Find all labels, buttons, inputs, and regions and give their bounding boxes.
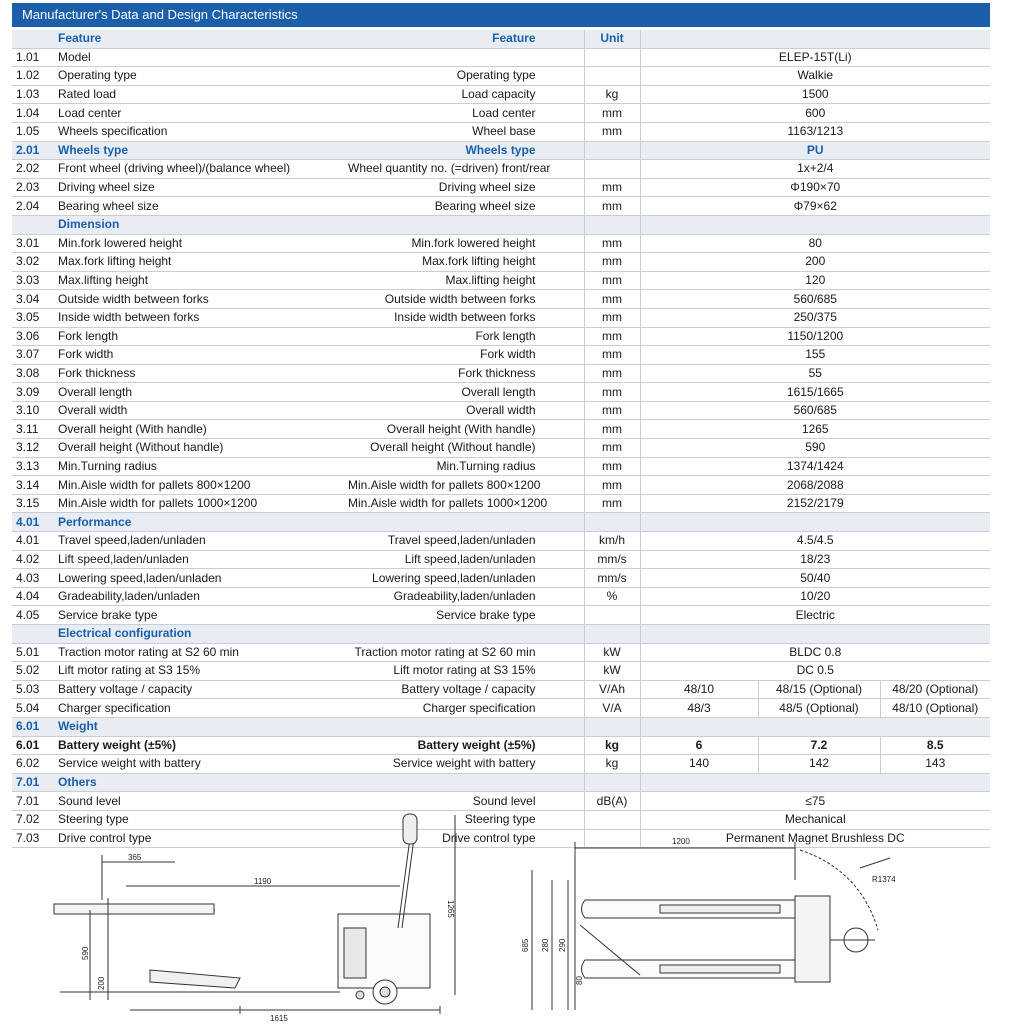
feature-label: Min.Aisle width for pallets 1000×1200 [54,494,344,513]
feature-label: Steering type [54,810,344,829]
unit-cell: mm [584,346,640,365]
table-row [12,290,990,309]
unit-cell: % [584,587,640,606]
section-row [12,717,990,736]
row-number: 4.02 [12,550,54,569]
value-cell: Walkie [640,67,990,86]
feature-label-alt: Overall width [344,401,584,420]
value-cell: BLDC 0.8 [640,643,990,662]
row-number: 2.03 [12,178,54,197]
value-cell: 1265 [640,420,990,439]
unit-cell [584,67,640,86]
feature-label: Operating type [54,67,344,86]
table-row [12,680,990,699]
feature-label-alt: Steering type [344,810,584,829]
feature-label: Max.lifting height [54,271,344,290]
feature-label: Sound level [54,792,344,811]
row-number: 5.04 [12,699,54,718]
feature-label: Overall width [54,401,344,420]
table-row [12,550,990,569]
feature-label-alt: Driving wheel size [344,178,584,197]
value-cell: 2068/2088 [640,476,990,495]
unit-cell: mm [584,476,640,495]
row-number: 1.03 [12,85,54,104]
feature-label: Min.Aisle width for pallets 800×1200 [54,476,344,495]
feature-label: Service weight with battery [54,755,344,774]
feature-label-alt: Service brake type [344,606,584,625]
dim-r1374: R1374 [872,875,896,884]
feature-label: Wheels specification [54,122,344,141]
row-number: 3.10 [12,401,54,420]
value-cell: 120 [640,271,990,290]
table-row [12,85,990,104]
row-number [12,215,54,234]
feature-label-alt: Battery weight (±5%) [344,736,584,755]
row-number: 3.08 [12,364,54,383]
feature-label-alt: Min.Turning radius [344,457,584,476]
unit-cell: mm [584,383,640,402]
table-row [12,327,990,346]
row-number: 2.01 [12,141,54,160]
row-number: 3.12 [12,439,54,458]
feature-label-alt: Fork thickness [344,364,584,383]
feature-label-alt: Travel speed,laden/unladen [344,532,584,551]
unit-cell: V/Ah [584,680,640,699]
value-cell: 590 [640,439,990,458]
feature-label: Overall length [54,383,344,402]
value-cell: DC 0.5 [640,662,990,681]
feature-label: Lift speed,laden/unladen [54,550,344,569]
value-cell: 155 [640,346,990,365]
value-cell: Φ79×62 [640,197,990,216]
feature-label-alt: Overall length [344,383,584,402]
feature-label-alt: Fork width [344,346,584,365]
unit-cell: kg [584,755,640,774]
value-cell: 55 [640,364,990,383]
unit-cell: mm [584,308,640,327]
table-header-row [12,30,990,48]
feature-label-alt: Battery voltage / capacity [344,680,584,699]
feature-label: Inside width between forks [54,308,344,327]
value-cell [640,717,990,736]
dim-590: 590 [81,946,90,960]
unit-cell: km/h [584,532,640,551]
unit-cell [584,513,640,532]
value-cell: 560/685 [640,290,990,309]
row-number: 3.05 [12,308,54,327]
feature-label: Overall height (With handle) [54,420,344,439]
feature-label: Travel speed,laden/unladen [54,532,344,551]
feature-label: Min.fork lowered height [54,234,344,253]
unit-cell: mm [584,457,640,476]
dim-80: 80 [575,976,584,985]
value-cell: 1163/1213 [640,122,990,141]
feature-label-alt: Gradeability,laden/unladen [344,587,584,606]
table-row [12,160,990,179]
feature-label: Electrical configuration [54,625,344,644]
feature-label: Others [54,773,344,792]
table-row [12,569,990,588]
feature-label-alt: Lift speed,laden/unladen [344,550,584,569]
unit-cell: mm [584,290,640,309]
value-cell [640,513,990,532]
value-cell: 80 [640,234,990,253]
unit-cell: mm [584,271,640,290]
feature-label: Weight [54,717,344,736]
spec-table [12,30,990,848]
unit-cell: mm [584,178,640,197]
feature-label: Gradeability,laden/unladen [54,587,344,606]
row-number: 5.03 [12,680,54,699]
feature-label-alt: Min.fork lowered height [344,234,584,253]
table-row [12,699,990,718]
table-row [12,234,990,253]
table-row [12,420,990,439]
feature-label-alt: Load capacity [344,85,584,104]
unit-cell: mm [584,253,640,272]
value-cell: 48/3 [640,699,758,718]
row-number: 3.15 [12,494,54,513]
table-row [12,104,990,123]
table-row [12,662,990,681]
table-row [12,457,990,476]
table-row [12,532,990,551]
feature-label: Driving wheel size [54,178,344,197]
technical-drawings [0,810,1024,1024]
unit-cell: mm/s [584,550,640,569]
value-cell: 6 [640,736,758,755]
feature-label: Model [54,48,344,67]
feature-label-alt: Bearing wheel size [344,197,584,216]
feature-label-alt: Min.Aisle width for pallets 800×1200 [344,476,584,495]
row-number: 7.01 [12,773,54,792]
feature-label-alt: Sound level [344,792,584,811]
feature-label-alt [344,717,584,736]
row-number: 2.02 [12,160,54,179]
feature-label: Fork length [54,327,344,346]
table-row [12,439,990,458]
value-cell [640,625,990,644]
value-cell: 10/20 [640,587,990,606]
value-cell [640,773,990,792]
value-cell: Electric [640,606,990,625]
feature-label-alt: Wheels type [344,141,584,160]
table-row [12,122,990,141]
feature-label-alt: Lift motor rating at S3 15% [344,662,584,681]
feature-label-alt: Wheel base [344,122,584,141]
row-number: 7.02 [12,810,54,829]
table-row [12,476,990,495]
row-number: 4.01 [12,513,54,532]
dim-200: 200 [97,976,106,990]
row-number: 3.01 [12,234,54,253]
feature-label: Dimension [54,215,344,234]
row-number: 1.04 [12,104,54,123]
unit-cell: mm [584,494,640,513]
row-number: 3.11 [12,420,54,439]
dim-685: 685 [521,938,530,952]
value-cell: 1615/1665 [640,383,990,402]
feature-label: Outside width between forks [54,290,344,309]
feature-label: Max.fork lifting height [54,253,344,272]
table-row [12,736,990,755]
unit-cell: kW [584,662,640,681]
dim-280: 280 [541,938,550,952]
value-cell: 7.2 [758,736,880,755]
feature-label: Bearing wheel size [54,197,344,216]
table-row [12,197,990,216]
feature-label: Wheels type [54,141,344,160]
value-cell: 1500 [640,85,990,104]
value-cell: 1374/1424 [640,457,990,476]
feature-label-alt: Charger specification [344,699,584,718]
value-cell: 48/10 (Optional) [880,699,990,718]
value-cell: 560/685 [640,401,990,420]
unit-cell [584,141,640,160]
row-number: 2.04 [12,197,54,216]
table-row [12,494,990,513]
table-row [12,48,990,67]
feature-label: Min.Turning radius [54,457,344,476]
table-row [12,178,990,197]
feature-label-alt [344,48,584,67]
value-cell: 143 [880,755,990,774]
row-number: 5.02 [12,662,54,681]
section-row [12,215,990,234]
table-row [12,401,990,420]
value-cell: 18/23 [640,550,990,569]
row-number [12,625,54,644]
unit-cell: kg [584,85,640,104]
row-number: 3.02 [12,253,54,272]
dim-1200: 1200 [672,837,690,846]
unit-cell [584,160,640,179]
feature-label: Battery weight (±5%) [54,736,344,755]
feature-label-alt: Overall height (With handle) [344,420,584,439]
row-number: 7.01 [12,792,54,811]
unit-cell: mm [584,234,640,253]
value-cell: Φ190×70 [640,178,990,197]
value-cell: 48/5 (Optional) [758,699,880,718]
feature-label: Traction motor rating at S2 60 min [54,643,344,662]
unit-cell: mm [584,420,640,439]
col-header-feature: Feature [54,30,344,48]
feature-label-alt: Inside width between forks [344,308,584,327]
unit-cell [584,48,640,67]
feature-label-alt: Load center [344,104,584,123]
feature-label-alt: Operating type [344,67,584,86]
feature-label-alt [344,625,584,644]
table-row [12,792,990,811]
row-number: 3.07 [12,346,54,365]
row-number: 4.04 [12,587,54,606]
feature-label-alt: Overall height (Without handle) [344,439,584,458]
feature-label: Overall height (Without handle) [54,439,344,458]
unit-cell: mm [584,197,640,216]
value-cell: Mechanical [640,810,990,829]
value-cell: 8.5 [880,736,990,755]
feature-label: Fork width [54,346,344,365]
section-row [12,141,990,160]
value-cell: ELEP-15T(Li) [640,48,990,67]
table-row [12,606,990,625]
value-cell: 250/375 [640,308,990,327]
table-row [12,643,990,662]
table-row [12,587,990,606]
feature-label-alt: Max.lifting height [344,271,584,290]
value-cell: 48/10 [640,680,758,699]
value-cell: 140 [640,755,758,774]
row-number: 5.01 [12,643,54,662]
table-row [12,308,990,327]
value-cell: 4.5/4.5 [640,532,990,551]
feature-label-alt: Min.Aisle width for pallets 1000×1200 [344,494,584,513]
unit-cell: mm [584,439,640,458]
page-title: Manufacturer's Data and Design Characteristics [12,3,990,27]
table-row [12,271,990,290]
table-row [12,346,990,365]
feature-label: Lift motor rating at S3 15% [54,662,344,681]
feature-label-alt: Wheel quantity no. (=driven) front/rear [344,160,584,179]
row-number: 6.01 [12,736,54,755]
table-row [12,755,990,774]
value-cell: Permanent Magnet Brushless DC [640,829,990,848]
row-number: 6.02 [12,755,54,774]
row-number: 3.06 [12,327,54,346]
unit-cell: mm [584,364,640,383]
feature-label-alt: Service weight with battery [344,755,584,774]
dim-1190: 1190 [254,877,272,886]
unit-cell [584,215,640,234]
feature-label: Battery voltage / capacity [54,680,344,699]
row-number: 4.01 [12,532,54,551]
feature-label-alt: Lowering speed,laden/unladen [344,569,584,588]
feature-label: Front wheel (driving wheel)/(balance wheel) [54,160,344,179]
dim-290: 290 [558,938,567,952]
unit-cell: mm [584,401,640,420]
unit-cell: V/A [584,699,640,718]
feature-label-alt [344,513,584,532]
feature-label-alt: Drive control type [344,829,584,848]
feature-label: Lowering speed,laden/unladen [54,569,344,588]
row-number: 4.05 [12,606,54,625]
unit-cell [584,625,640,644]
value-cell: 142 [758,755,880,774]
row-number: 6.01 [12,717,54,736]
row-number: 1.05 [12,122,54,141]
row-number: 1.01 [12,48,54,67]
feature-label: Service brake type [54,606,344,625]
feature-label-alt: Traction motor rating at S2 60 min [344,643,584,662]
table-row [12,253,990,272]
unit-cell: mm [584,104,640,123]
table-row [12,67,990,86]
feature-label-alt: Outside width between forks [344,290,584,309]
row-number: 3.14 [12,476,54,495]
table-row [12,383,990,402]
feature-label-alt [344,215,584,234]
section-row [12,773,990,792]
unit-cell [584,717,640,736]
row-number: 3.13 [12,457,54,476]
feature-label-alt [344,773,584,792]
value-cell: 2152/2179 [640,494,990,513]
row-number: 3.03 [12,271,54,290]
unit-cell: dB(A) [584,792,640,811]
unit-cell: mm [584,122,640,141]
row-number: 4.03 [12,569,54,588]
feature-label: Load center [54,104,344,123]
feature-label: Fork thickness [54,364,344,383]
top-view-drawing [532,842,890,1010]
row-number: 7.03 [12,829,54,848]
feature-label: Rated load [54,85,344,104]
dim-365: 365 [128,853,142,862]
section-row [12,513,990,532]
value-cell: 1150/1200 [640,327,990,346]
feature-label-alt: Max.fork lifting height [344,253,584,272]
unit-cell: kg [584,736,640,755]
value-cell: 200 [640,253,990,272]
value-cell: 600 [640,104,990,123]
col-header-feature-2: Feature [344,30,584,48]
row-number: 3.04 [12,290,54,309]
value-cell: 48/15 (Optional) [758,680,880,699]
row-number: 3.09 [12,383,54,402]
unit-cell: mm [584,327,640,346]
dim-1615: 1615 [270,1014,288,1023]
unit-cell [584,606,640,625]
value-cell: ≤75 [640,792,990,811]
table-row [12,364,990,383]
value-cell: 48/20 (Optional) [880,680,990,699]
value-cell [640,215,990,234]
value-cell: 50/40 [640,569,990,588]
value-cell: 1x+2/4 [640,160,990,179]
unit-cell: kW [584,643,640,662]
row-number: 1.02 [12,67,54,86]
feature-label: Charger specification [54,699,344,718]
dim-1265: 1265 [446,900,455,918]
section-row [12,625,990,644]
feature-label: Drive control type [54,829,344,848]
feature-label: Performance [54,513,344,532]
value-cell: PU [640,141,990,160]
unit-cell [584,773,640,792]
unit-cell: mm/s [584,569,640,588]
col-header-unit: Unit [584,30,640,48]
side-view-drawing [54,814,455,1014]
feature-label-alt: Fork length [344,327,584,346]
